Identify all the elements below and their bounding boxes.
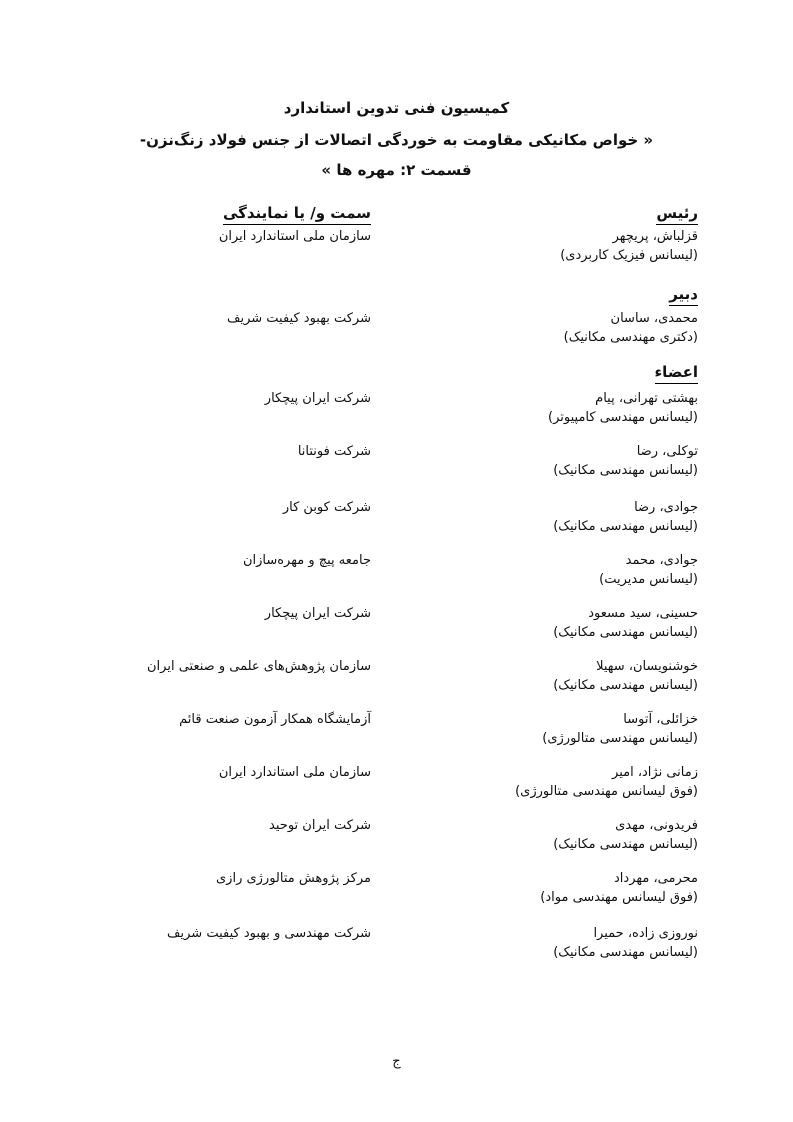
- page-number: ج: [392, 1054, 401, 1069]
- members-heading: اعضاء: [655, 362, 698, 384]
- secretary-name: محمدی، ساسان: [610, 311, 698, 326]
- member-name: زمانی نژاد، امیر: [612, 765, 698, 780]
- member-name: خوشنویسان، سهیلا: [596, 659, 698, 674]
- secretary-heading: دبیر: [669, 284, 698, 306]
- member-name: فریدونی، مهدی: [615, 818, 698, 833]
- member-org: سازمان پژوهش‌های علمی و صنعتی ایران: [147, 659, 371, 674]
- position-heading: سمت و/ یا نمایندگی: [223, 203, 371, 225]
- member-degree: (لیسانس مهندسی متالورژی): [542, 731, 698, 746]
- member-degree: (لیسانس مهندسی مکانیک): [553, 678, 698, 693]
- standard-title: « خواص مکانیکی مقاومت به خوردگی اتصالات از جنس فولاد زنگ‌نزن-: [139, 131, 654, 149]
- member-org: جامعه پیچ و مهره‌سازان: [242, 553, 371, 568]
- member-name: محرمی، مهرداد: [614, 871, 698, 886]
- secretary-org: شرکت بهبود کیفیت شریف: [227, 311, 371, 326]
- member-org: شرکت ایران پیچکار: [264, 391, 371, 406]
- committee-title: کمیسیون فنی تدوین استاندارد: [283, 99, 510, 117]
- member-org: شرکت ایران توحید: [269, 818, 371, 833]
- chair-org: سازمان ملی استاندارد ایران: [218, 229, 371, 244]
- member-name: نوروزی زاده، حمیرا: [593, 926, 698, 941]
- member-degree: (لیسانس مهندسی مکانیک): [553, 519, 698, 534]
- member-org: آزمایشگاه همکار آزمون صنعت قائم: [179, 712, 371, 727]
- member-degree: (لیسانس مهندسی مکانیک): [553, 625, 698, 640]
- member-org: شرکت مهندسی و بهبود کیفیت شریف: [167, 926, 371, 941]
- chair-degree: (لیسانس فیزیک کاربردی): [560, 248, 698, 263]
- member-org: مرکز پژوهش متالورژی رازی: [216, 871, 371, 886]
- chair-heading: رئیس: [656, 203, 698, 225]
- member-degree: (لیسانس مهندسی مکانیک): [553, 945, 698, 960]
- chair-name: قزلباش، پریچهر: [612, 229, 698, 244]
- member-name: جوادی، محمد: [625, 553, 698, 568]
- member-org: شرکت فونتانا: [297, 444, 371, 459]
- secretary-degree: (دکتری مهندسی مکانیک): [563, 330, 698, 345]
- standard-part-title: قسمت ۲: مهره ها »: [321, 161, 472, 179]
- member-org: شرکت ایران پیچکار: [264, 606, 371, 621]
- member-name: بهشتی تهرانی، پیام: [595, 391, 698, 406]
- member-name: توکلی، رضا: [636, 444, 698, 459]
- member-degree: (لیسانس مدیریت): [599, 572, 698, 587]
- member-degree: (لیسانس مهندسی مکانیک): [553, 837, 698, 852]
- member-org: شرکت کوبن کار: [282, 500, 371, 515]
- member-org: سازمان ملی استاندارد ایران: [218, 765, 371, 780]
- member-degree: (فوق لیسانس مهندسی مواد): [540, 890, 698, 905]
- member-degree: (فوق لیسانس مهندسی متالورژی): [515, 784, 698, 799]
- member-name: جوادی، رضا: [634, 500, 698, 515]
- member-name: حسینی، سید مسعود: [588, 606, 698, 621]
- member-name: خزائلی، آتوسا: [623, 712, 698, 727]
- member-degree: (لیسانس مهندسی کامپیوتر): [548, 410, 698, 425]
- member-degree: (لیسانس مهندسی مکانیک): [553, 463, 698, 478]
